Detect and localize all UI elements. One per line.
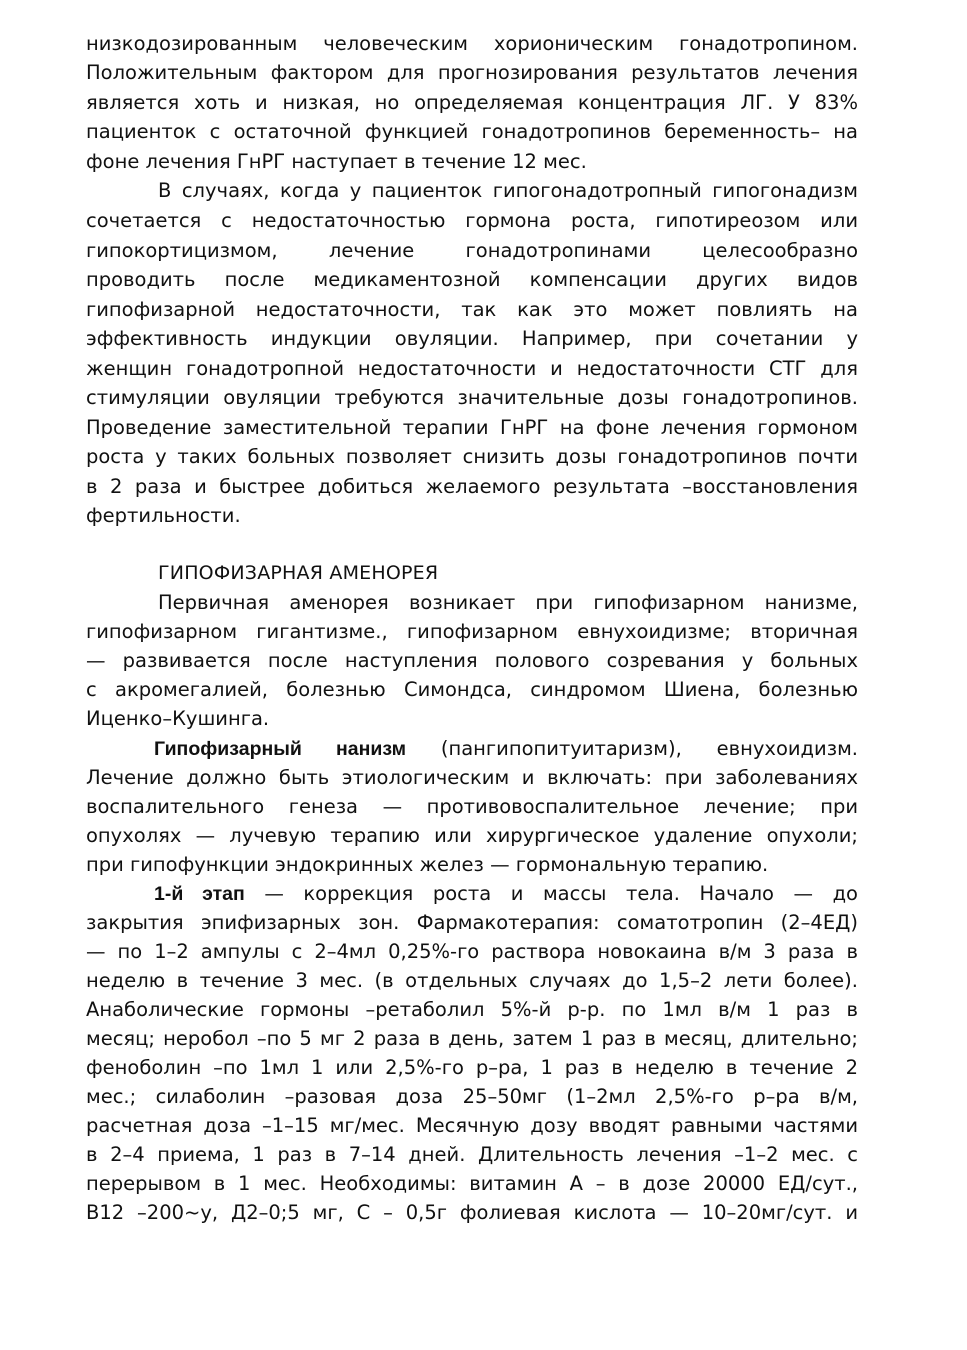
- section-heading: ГИПОФИЗАРНАЯ АМЕНОРЕЯ: [158, 562, 439, 584]
- text-line: пациенток с остаточной функцией гонадотропинов беременность– на: [86, 120, 858, 143]
- text-line: неделю в течение 3 мес. (в отдельных случаях до 1,5–2 лети более).: [86, 969, 858, 992]
- text-line: [154, 879, 858, 910]
- text-line: В случаях, когда у пациенток гипогонадотропный гипогонадизм: [158, 179, 858, 202]
- text-line: роста у таких больных позволяет снизить дозы гонадотропинов почти: [86, 445, 858, 468]
- text-line: с акромегалией, болезнью Симондса, синдромом Шиена, болезнью: [86, 678, 858, 701]
- text-line: низкодозированным человеческим хорионическим гонадотропином.: [86, 32, 858, 55]
- text-line: — развивается после наступления полового созревания у больных: [86, 649, 858, 672]
- text-line: Иценко–Кушинга.: [86, 707, 270, 730]
- text-line: проводить после медикаментозной компенсации других видов: [86, 268, 858, 291]
- bold-term: 1-й этап: [154, 883, 245, 905]
- text-line: Первичная аменорея возникает при гипофизарном нанизме,: [158, 591, 858, 614]
- text-line: женщин гонадотропной недостаточности и недостаточности СТГ для: [86, 357, 858, 380]
- text-line: является хоть и низкая, но определяемая концентрация ЛГ. У 83%: [86, 91, 858, 114]
- text-line: в 2–4 приема, 1 раз в 7–14 дней. Длительность лечения –1–2 мес. с: [86, 1143, 858, 1166]
- text-line: эффективность индукции овуляции. Например, при сочетании у: [86, 327, 858, 350]
- bold-term: Гипофизарный нанизм: [154, 738, 407, 760]
- text-line: Анаболические гормоны –ретаболил 5%-й р-р. по 1мл в/м 1 раз в: [86, 998, 858, 1021]
- text-line: мес.; силаболин –разовая доза 25–50мг (1–2мл 2,5%-го р–ра в/м,: [86, 1085, 858, 1108]
- text-line: гипофизарном гигантизме., гипофизарном евнухоидизме; вторичная: [86, 620, 858, 643]
- text-line: фертильности.: [86, 504, 241, 527]
- text-line: Проведение заместительной терапии ГнРГ на фоне лечения гормоном: [86, 416, 858, 439]
- text-line: воспалительного генеза — противовоспалительное лечение; при: [86, 795, 858, 818]
- text-line: феноболин –по 1мл 1 или 2,5%-го р–ра, 1 раз в неделю в течение 2: [86, 1056, 858, 1079]
- text-line: в 2 раза и быстрее добиться желаемого результата –восстановления: [86, 475, 858, 498]
- text-line: В12 –200~у, Д2–0;5 мг, С – 0,5г фолиевая кислота — 10–20мг/сут. и: [86, 1201, 858, 1224]
- text-line: при гипофункции эндокринных желез — гормональную терапию.: [86, 853, 769, 876]
- text-line: Положительным фактором для прогнозирования результатов лечения: [86, 61, 858, 84]
- text-line: расчетная доза –1–15 мг/мес. Месячную дозу вводят равными частями: [86, 1114, 858, 1137]
- text-span: — коррекция роста и массы тела. Начало — до: [244, 882, 858, 905]
- text-line: стимуляции овуляции требуются значительные дозы гонадотропинов.: [86, 386, 858, 409]
- text-line: фоне лечения ГнРГ наступает в течение 12 мес.: [86, 150, 587, 173]
- text-line: месяц; неробол –по 5 мг 2 раза в день, затем 1 раз в месяц, длительно;: [86, 1027, 858, 1050]
- text-line: Лечение должно быть этиологическим и включать: при заболеваниях: [86, 766, 858, 789]
- text-line: — по 1–2 ампулы с 2–4мл 0,25%-го раствора новокаина в/м 3 раза в: [86, 940, 858, 963]
- text-line: закрытия эпифизарных зон. Фармакотерапия: соматотропин (2–4ЕД): [86, 911, 858, 934]
- text-line: сочетается с недостаточностью гормона роста, гипотиреозом или: [86, 209, 858, 232]
- text-span: (пангипопитуитаризм), евнухоидизм.: [406, 737, 858, 760]
- text-line: перерывом в 1 мес. Необходимы: витамин А – в дозе 20000 ЕД/сут.,: [86, 1172, 858, 1195]
- text-line: [154, 734, 858, 765]
- text-line: гипокортицизмом, лечение гонадотропинами целесообразно: [86, 239, 858, 262]
- text-line: гипофизарной недостаточности, так как это может повлиять на: [86, 298, 858, 321]
- text-line: опухолях — лучевую терапию или хирургическое удаление опухоли;: [86, 824, 858, 847]
